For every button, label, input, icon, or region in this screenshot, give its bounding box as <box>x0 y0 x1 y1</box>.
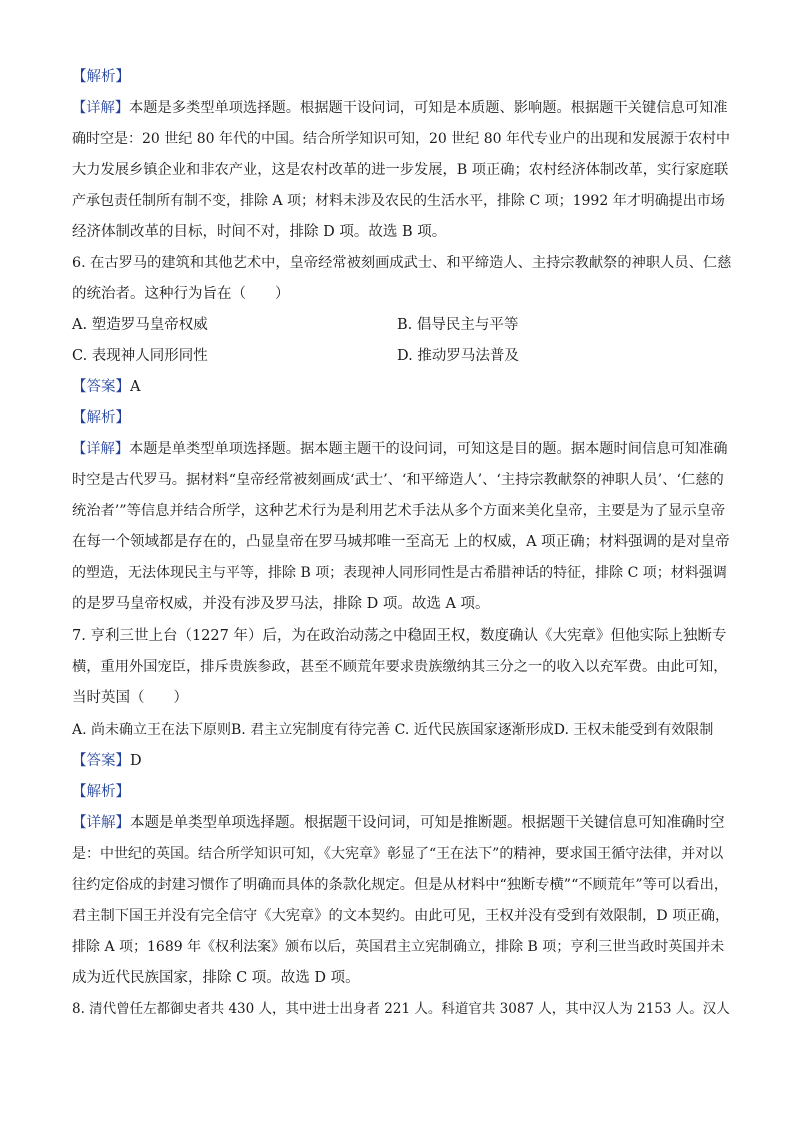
detail-paragraph-line: 大力发展乡镇企业和非农产业，这是农村改革的进一步发展，B 项正确；农村经济体制改革，实行家庭联 <box>72 162 729 178</box>
answer-tag: 【答案】 <box>72 379 130 395</box>
detail-paragraph-line: 统治者’”等信息并结合所学，这种艺术行为是利用艺术手法从多个方面来美化皇帝，主要是为了显示皇帝 <box>72 503 726 519</box>
answer-value: D <box>130 753 142 769</box>
answer-value: A <box>130 379 141 395</box>
detail-paragraph-line: 【详解】本题是单类型单项选择题。据本题主题干的设问词，可知这是目的题。据本题时间信息可知准确 <box>72 441 728 457</box>
question-stem-line: 的统治者。这种行为旨在（ ） <box>72 286 290 302</box>
detail-tag: 【详解】 <box>72 441 130 457</box>
options-line: A. 尚未确立王在法下原则B. 君主立宪制度有待完善 C. 近代民族国家逐渐形成D. 王权未能受到有效限制 <box>72 722 714 738</box>
question-stem-line: 7. 亨利三世上台（1227 年）后，为在政治动荡之中稳固王权，数度确认《大宪章》但他实际上独断专 <box>72 628 727 644</box>
option-b: B. 倡导民主与平等 <box>397 317 519 333</box>
detail-tag: 【详解】 <box>72 815 130 831</box>
option-c: C. 表现神人同形同性 <box>72 348 208 364</box>
detail-paragraph-line: 的是罗马皇帝权威，并没有涉及罗马法，排除 D 项。故选 A 项。 <box>72 596 490 612</box>
question-stem-line: 8. 清代曾任左都御史者共 430 人，其中进士出身者 221 人。科道官共 3087 人，其中汉人为 2153 人。汉人 <box>72 1001 730 1017</box>
detail-paragraph-line: 排除 A 项；1689 年《权利法案》颁布以后，英国君主立宪制确立，排除 B 项；亨利三世当政时英国并未 <box>72 939 725 955</box>
option-d: D. 推动罗马法普及 <box>397 348 519 364</box>
detail-tag: 【详解】 <box>72 100 130 116</box>
analysis-tag: 【解析】 <box>72 69 130 85</box>
question-stem-line: 当时英国（ ） <box>72 690 188 706</box>
question-stem-line: 横，重用外国宠臣，排斥贵族参政，甚至不顾荒年要求贵族缴纳其三分之一的收入以充军费。由此可知， <box>72 659 728 675</box>
answer-line <box>72 377 732 397</box>
detail-paragraph-line: 产承包责任制所有制不变，排除 A 项；材料未涉及农民的生活水平，排除 C 项；1992 年才明确提出市场 <box>72 193 725 209</box>
detail-paragraph-line: 时空是古代罗马。据材料“皇帝经常被刻画成‘武士’、‘和平缔造人’、‘主持宗教献祭的神职人员’、‘仁慈的 <box>72 472 724 488</box>
question-stem-line: 6. 在古罗马的建筑和其他艺术中，皇帝经常被刻画成武士、和平缔造人、主持宗教献祭的神职人员、仁慈 <box>72 255 732 271</box>
detail-paragraph-line: 在每一个领域都是存在的，凸显皇帝在罗马城邦唯一至高无 上的权威，A 项正确；材料强调的是对皇帝 <box>72 534 730 550</box>
detail-paragraph-line: 君主制下国王并没有完全信守《大宪章》的文本契约。由此可见，王权并没有受到有效限制，D 项正确， <box>72 908 730 924</box>
option-a: A. 塑造罗马皇帝权威 <box>72 317 208 333</box>
answer-tag: 【答案】 <box>72 753 130 769</box>
analysis-tag: 【解析】 <box>72 784 130 800</box>
detail-paragraph-line: 经济体制改革的目标，时间不对，排除 D 项。故选 B 项。 <box>72 224 447 240</box>
answer-line <box>72 751 732 771</box>
detail-paragraph-line: 的塑造，无法体现民主与平等，排除 B 项；表现神人同形同性是古希腊神话的特征，排除 C 项；材料强调 <box>72 565 727 581</box>
detail-paragraph-line: 成为近代民族国家，排除 C 项。故选 D 项。 <box>72 970 360 986</box>
analysis-tag: 【解析】 <box>72 410 130 426</box>
detail-paragraph-line: 【详解】本题是单类型单项选择题。根据题干设问词，可知是推断题。根据题干关键信息可知准确时空 <box>72 815 725 831</box>
detail-paragraph-line: 是：中世纪的英国。结合所学知识可知，《大宪章》彰显了“王在法下”的精神，要求国王循守法律，并对以 <box>72 846 724 862</box>
detail-paragraph-line: 往约定俗成的封建习惯作了明确而具体的条款化规定。但是从材料中“独断专横”“不顾荒年”等可以看出， <box>72 877 729 893</box>
detail-paragraph-line: 【详解】本题是多类型单项选择题。根据题干设问词，可知是本质题、影响题。根据题干关键信息可知准 <box>72 100 728 116</box>
detail-paragraph-line: 确时空是：20 世纪 80 年代的中国。结合所学知识可知，20 世纪 80 年代专业户的出现和发展源于农村中 <box>72 131 730 147</box>
